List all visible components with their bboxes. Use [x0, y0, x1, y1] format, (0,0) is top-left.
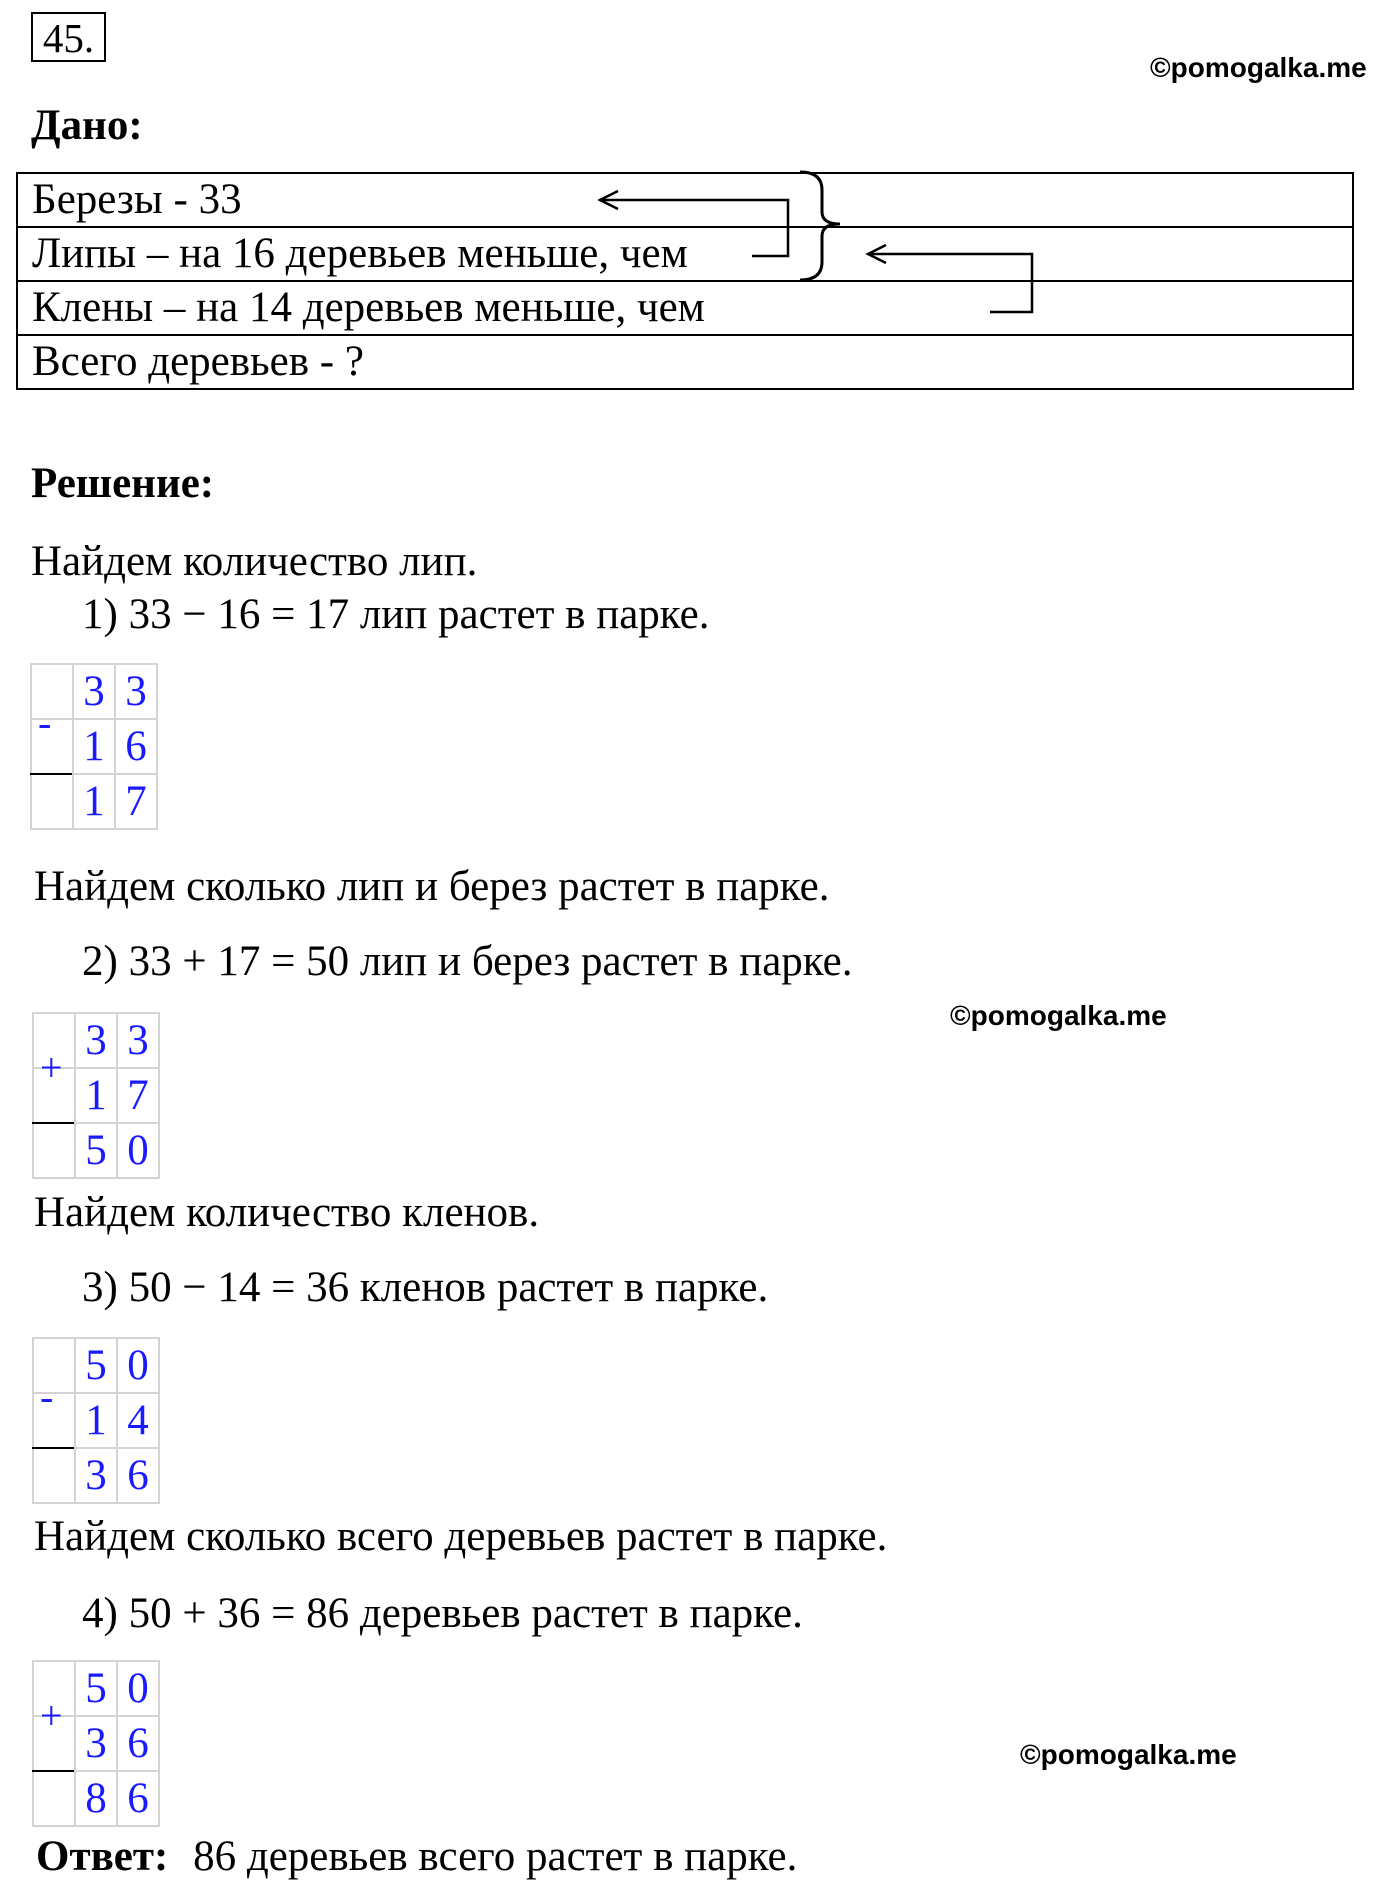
answer — [36, 1835, 797, 1878]
given-row-birches: Березы - 33 — [17, 173, 1353, 227]
digit: 8 — [75, 1771, 117, 1826]
result-bar — [30, 773, 72, 775]
digit: 6 — [117, 1716, 159, 1771]
arrow-maples-to-brace — [868, 254, 1032, 312]
digit: 4 — [117, 1393, 159, 1448]
given-title: Дано: — [31, 102, 143, 149]
given-row-lindens: Липы – на 16 деревьев меньше, чем — [17, 227, 1353, 281]
digit: 3 — [75, 1013, 117, 1068]
digit: 5 — [75, 1661, 117, 1716]
solution-title: Решение: — [31, 460, 215, 507]
column-calc-3 — [32, 1337, 160, 1504]
intro-3: Найдем количество кленов. — [34, 1189, 540, 1236]
column-calc-2 — [32, 1012, 160, 1179]
digit: 7 — [115, 774, 157, 829]
watermark: ©pomogalka.me — [1150, 52, 1367, 83]
intro-1: Найдем количество лип. — [31, 538, 478, 585]
result-bar — [32, 1122, 74, 1124]
digit: 3 — [75, 1716, 117, 1771]
digit: 6 — [115, 719, 157, 774]
plus-sign: + — [40, 1693, 63, 1738]
column-calc-1 — [30, 663, 158, 830]
digit: 6 — [117, 1448, 159, 1503]
answer-label: Ответ: — [36, 1833, 169, 1880]
intro-2: Найдем сколько лип и берез растет в парке. — [34, 863, 830, 910]
minus-sign: - — [40, 1374, 54, 1419]
given-row-maples: Клены – на 14 деревьев меньше, чем — [17, 281, 1353, 335]
digit: 6 — [117, 1771, 159, 1826]
answer-text: 86 деревьев всего растет в парке. — [193, 1833, 798, 1880]
digit: 3 — [117, 1013, 159, 1068]
step-1: 1) 33 − 16 = 17 лип растет в парке. — [82, 591, 710, 638]
digit: 0 — [117, 1661, 159, 1716]
digit: 0 — [117, 1338, 159, 1393]
step-3: 3) 50 − 14 = 36 кленов растет в парке. — [82, 1264, 769, 1311]
minus-sign: - — [38, 700, 52, 745]
step-2: 2) 33 + 17 = 50 лип и берез растет в парке. — [82, 938, 853, 985]
brace — [800, 172, 840, 280]
digit: 3 — [75, 1448, 117, 1503]
digit: 7 — [117, 1068, 159, 1123]
digit: 5 — [75, 1338, 117, 1393]
intro-4: Найдем сколько всего деревьев растет в парке. — [34, 1513, 888, 1560]
digit: 3 — [115, 664, 157, 719]
relation-arrows — [0, 0, 1400, 420]
result-bar — [32, 1447, 74, 1449]
digit: 0 — [117, 1123, 159, 1178]
digit: 3 — [73, 664, 115, 719]
watermark-3: ©pomogalka.me — [1020, 1739, 1237, 1770]
digit: 1 — [73, 774, 115, 829]
result-bar — [32, 1770, 74, 1772]
column-calc-4 — [32, 1660, 160, 1827]
step-4: 4) 50 + 36 = 86 деревьев растет в парке. — [82, 1590, 803, 1637]
digit: 1 — [75, 1393, 117, 1448]
plus-sign: + — [40, 1045, 63, 1090]
digit: 5 — [75, 1123, 117, 1178]
digit: 1 — [73, 719, 115, 774]
task-number: 45. — [31, 12, 106, 62]
watermark-2: ©pomogalka.me — [950, 1000, 1167, 1031]
given-row-total: Всего деревьев - ? — [17, 335, 1353, 389]
arrow-lindens-to-birches — [600, 200, 788, 256]
digit: 1 — [75, 1068, 117, 1123]
